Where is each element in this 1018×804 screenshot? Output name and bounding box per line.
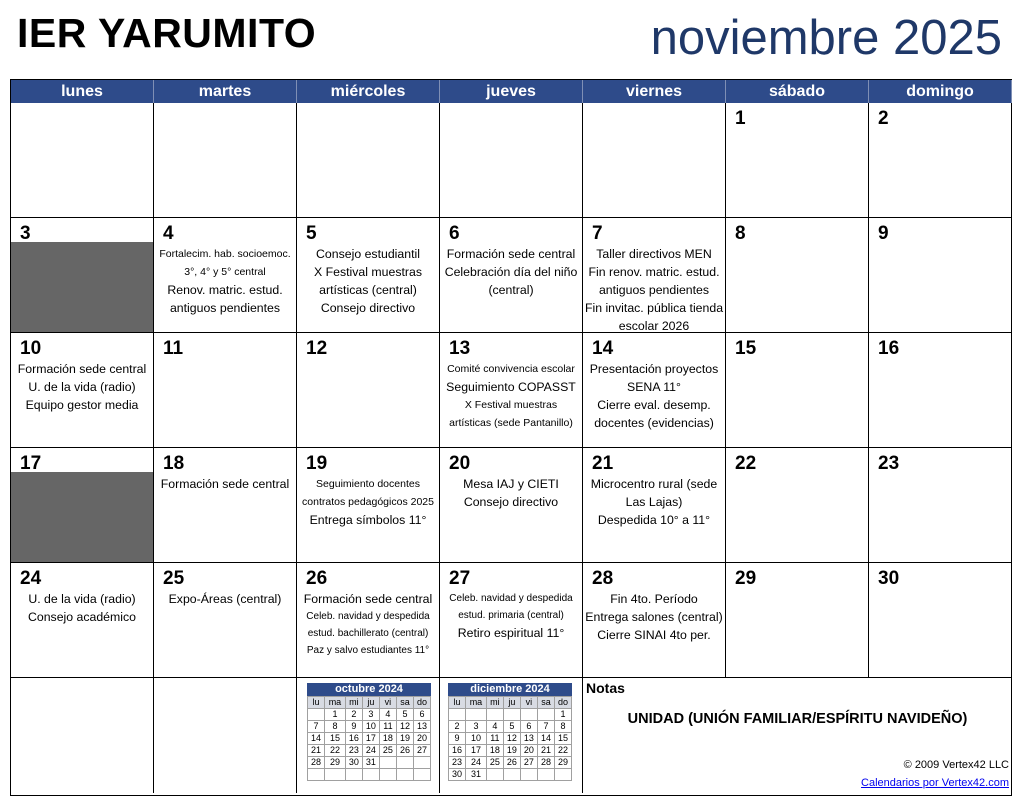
mini-day: 30 [449,769,466,781]
event-list [583,360,725,432]
mini-day [396,769,413,781]
mini-day: 26 [396,745,413,757]
mini-day [486,769,503,781]
day-number: 14 [592,338,614,359]
mini-day: 30 [345,757,362,769]
mini-weekday: lu [449,697,466,709]
event-line: Entrega símbolos 11° [309,513,427,527]
day-cell[interactable] [440,103,583,218]
mini-day: 18 [379,733,396,745]
event-line: Formación sede central [160,477,290,491]
month-title: noviembre 2025 [650,11,1002,65]
event-list [440,475,582,511]
day-cell[interactable] [726,103,869,218]
mini-day: 6 [520,721,537,733]
mini-day [554,769,571,781]
event-line: antiguos pendientes [598,283,710,297]
mini-weekday: mi [345,697,362,709]
notes-text: UNIDAD (UNIÓN FAMILIAR/ESPÍRITU NAVIDEÑO) [627,711,968,727]
mini-day: 21 [537,745,554,757]
mini-day [537,769,554,781]
mini-day: 10 [362,721,379,733]
day-cell[interactable] [154,333,297,448]
day-number: 8 [735,223,746,244]
mini-day [308,769,325,781]
day-cell[interactable] [869,218,1012,333]
mini-day: 2 [449,721,466,733]
mini-day: 16 [449,745,466,757]
mini-day: 8 [554,721,571,733]
mini-day: 14 [537,733,554,745]
event-line: Fortalecim. hab. socioemoc. [159,248,291,260]
day-number: 21 [592,453,614,474]
day-cell[interactable] [154,563,297,678]
day-number: 20 [449,453,471,474]
day-number: 19 [306,453,328,474]
mini-day [345,769,362,781]
day-cell[interactable] [583,333,726,448]
mini-day: 13 [413,721,430,733]
mini-day: 11 [486,733,503,745]
mini-day: 27 [413,745,430,757]
vertex42-link[interactable]: Calendarios por Vertex42.com [861,777,1009,789]
event-line: 3°, 4° y 5° central [184,266,266,278]
day-number: 7 [592,223,603,244]
mini-day: 13 [520,733,537,745]
mini-day [486,709,503,721]
mini-day: 2 [345,709,362,721]
day-number: 15 [735,338,757,359]
day-cell[interactable] [440,333,583,448]
event-line: escolar 2026 [618,319,690,333]
mini-day: 8 [325,721,346,733]
event-line: docentes (evidencias) [594,416,714,430]
day-cell[interactable] [583,448,726,563]
day-number: 5 [306,223,317,244]
mini-day [503,709,520,721]
day-cell[interactable] [440,218,583,333]
mini-day: 23 [449,757,466,769]
mini-day: 19 [503,745,520,757]
event-line: Presentación proyectos [589,362,719,376]
shaded-block [11,472,153,562]
weekday-header: miércoles [297,80,440,103]
mini-day: 14 [308,733,325,745]
event-line: Consejo académico [27,610,136,624]
event-line: artísticas (central) [319,283,417,297]
mini-day: 3 [466,721,487,733]
day-cell[interactable] [297,563,440,678]
mini-weekday: do [554,697,571,709]
mini-day: 29 [554,757,571,769]
day-cell[interactable] [297,103,440,218]
mini-day: 12 [503,733,520,745]
mini-day: 28 [308,757,325,769]
mini-calendar-cell [440,678,583,793]
mini-day: 17 [466,745,487,757]
event-line: Consejo estudiantil [316,247,420,261]
day-number: 27 [449,568,471,589]
mini-weekday: ma [325,697,346,709]
day-cell[interactable] [11,563,154,678]
mini-day: 11 [379,721,396,733]
mini-day: 27 [520,757,537,769]
event-line: SENA 11° [627,380,681,394]
mini-day: 4 [486,721,503,733]
day-number: 10 [20,338,42,359]
mini-day: 26 [503,757,520,769]
event-line: Formación sede central [446,247,576,261]
mini-weekday: vi [520,697,537,709]
event-line: Despedida 10° a 11° [597,513,711,527]
event-line: Celebración día del niño [444,265,578,279]
mini-day: 18 [486,745,503,757]
event-list [297,245,439,317]
mini-weekday: sa [537,697,554,709]
event-line: Consejo directivo [320,301,416,315]
empty-cell [11,678,154,793]
mini-calendar [307,683,431,781]
mini-weekday: sa [396,697,413,709]
day-cell[interactable] [869,333,1012,448]
mini-day: 7 [537,721,554,733]
event-list [11,590,153,626]
mini-calendar-title: octubre 2024 [307,683,431,696]
mini-day [520,769,537,781]
day-number: 24 [20,568,42,589]
event-list [11,360,153,414]
day-cell[interactable] [583,103,726,218]
mini-calendar-title: diciembre 2024 [448,683,572,696]
mini-day: 23 [345,745,362,757]
event-line: Retiro espiritual 11° [457,626,565,640]
day-cell[interactable] [11,448,154,563]
mini-day [449,709,466,721]
event-line: X Festival muestras [464,399,558,411]
mini-weekday: vi [379,697,396,709]
day-number: 11 [163,338,184,359]
event-list [583,245,725,333]
day-cell[interactable] [869,563,1012,678]
day-cell[interactable] [11,333,154,448]
notes-title: Notas [586,680,625,696]
event-line: Seguimiento COPASST [446,380,576,394]
mini-day [413,757,430,769]
event-line: Formación sede central [303,592,433,606]
day-cell[interactable] [726,448,869,563]
mini-day: 19 [396,733,413,745]
event-line: U. de la vida (radio) [28,592,136,606]
mini-day: 5 [503,721,520,733]
event-line: Renov. matric. estud. [167,283,283,297]
day-number: 17 [20,453,42,474]
day-cell[interactable] [154,448,297,563]
mini-day [379,769,396,781]
event-list [440,590,582,642]
event-line: estud. primaria (central) [458,610,564,621]
weekday-header: martes [154,80,297,103]
event-line: Cierre SINAI 4to per. [597,628,711,642]
day-cell[interactable] [583,218,726,333]
event-list [440,360,582,432]
day-number: 25 [163,568,185,589]
mini-day: 31 [466,769,487,781]
day-cell[interactable] [726,218,869,333]
mini-day: 9 [449,733,466,745]
event-line: artísticas (sede Pantanillo) [449,417,573,429]
day-number: 9 [878,223,889,244]
day-cell[interactable] [440,448,583,563]
day-number: 28 [592,568,614,589]
day-cell[interactable] [869,103,1012,218]
event-line: U. de la vida (radio) [28,380,136,394]
event-line: Fin invitac. pública tienda [584,301,724,315]
weekday-header: sábado [726,80,869,103]
day-number: 22 [735,453,757,474]
empty-cell [154,678,297,793]
event-line: Seguimiento docentes [316,478,420,490]
shaded-block [11,242,153,332]
day-cell[interactable] [154,218,297,333]
day-cell[interactable] [11,218,154,333]
event-list [297,475,439,529]
mini-calendar [448,683,572,781]
event-line: Cierre eval. desemp. [597,398,711,412]
mini-calendar-cell [297,678,440,793]
mini-day: 10 [466,733,487,745]
mini-day [362,769,379,781]
event-line: (central) [488,283,534,297]
mini-day [379,757,396,769]
mini-day: 21 [308,745,325,757]
mini-day: 1 [554,709,571,721]
mini-weekday: do [413,697,430,709]
mini-day: 7 [308,721,325,733]
event-list [154,475,296,493]
calendar-grid [10,79,1012,796]
day-number: 2 [878,108,889,129]
mini-day: 25 [379,745,396,757]
mini-weekday: ju [362,697,379,709]
mini-day: 29 [325,757,346,769]
organization-title: IER YARUMITO [17,10,317,56]
event-line: Fin 4to. Período [610,592,698,606]
mini-day: 5 [396,709,413,721]
event-list [154,245,296,317]
weekday-header: lunes [11,80,154,103]
mini-day [537,709,554,721]
day-number: 23 [878,453,900,474]
mini-day: 3 [362,709,379,721]
day-cell[interactable] [726,333,869,448]
event-line: Fin renov. matric. estud. [588,265,720,279]
mini-day [520,709,537,721]
day-cell[interactable] [583,563,726,678]
event-line: X Festival muestras [314,265,422,279]
day-cell[interactable] [726,563,869,678]
day-cell[interactable] [297,218,440,333]
mini-day: 17 [362,733,379,745]
mini-day [325,769,346,781]
mini-day [308,709,325,721]
mini-weekday: mi [486,697,503,709]
mini-day: 15 [554,733,571,745]
mini-day: 20 [413,733,430,745]
event-line: Equipo gestor media [25,398,139,412]
mini-day: 31 [362,757,379,769]
event-line: Las Lajas) [625,495,683,509]
event-list [583,590,725,644]
notes-area [583,678,1012,793]
day-number: 12 [306,338,328,359]
mini-day: 6 [413,709,430,721]
day-number: 18 [163,453,185,474]
mini-weekday: ju [503,697,520,709]
event-list [583,475,725,529]
day-number: 26 [306,568,328,589]
mini-weekday: ma [466,697,487,709]
day-cell[interactable] [154,103,297,218]
day-number: 16 [878,338,900,359]
event-line: Expo-Áreas (central) [168,592,282,606]
event-line: Celeb. navidad y despedida [306,611,430,622]
mini-day [413,769,430,781]
weekday-header: domingo [869,80,1012,103]
mini-day: 24 [362,745,379,757]
day-number: 29 [735,568,757,589]
mini-day [503,769,520,781]
mini-day: 9 [345,721,362,733]
event-line: Comité convivencia escolar [447,363,575,375]
day-cell[interactable] [297,333,440,448]
event-list [154,590,296,608]
copyright-text: © 2009 Vertex42 LLC [903,759,1009,771]
event-line: estud. bachillerato (central) [307,628,429,639]
weekday-header: jueves [440,80,583,103]
day-number: 13 [449,338,471,359]
day-cell[interactable] [297,448,440,563]
day-number: 6 [449,223,460,244]
event-line: Entrega salones (central) [585,610,723,624]
mini-day: 20 [520,745,537,757]
day-cell[interactable] [11,103,154,218]
event-list [440,245,582,299]
day-number: 1 [735,108,746,129]
mini-day [466,709,487,721]
event-line: Taller directivos MEN [596,247,712,261]
mini-weekday: lu [308,697,325,709]
mini-day: 24 [466,757,487,769]
event-line: Celeb. navidad y despedida [449,593,573,604]
mini-day: 28 [537,757,554,769]
mini-day: 22 [554,745,571,757]
event-line: Paz y salvo estudiantes 11° [306,645,430,656]
mini-day: 16 [345,733,362,745]
mini-day: 1 [325,709,346,721]
event-list [297,590,439,659]
weekday-header: viernes [583,80,726,103]
mini-day [396,757,413,769]
day-number: 30 [878,568,900,589]
event-line: Microcentro rural (sede [590,477,718,491]
event-line: antiguos pendientes [169,301,281,315]
mini-day: 22 [325,745,346,757]
mini-day: 4 [379,709,396,721]
mini-day: 12 [396,721,413,733]
event-line: contratos pedagógicos 2025 [302,496,434,508]
mini-day: 15 [325,733,346,745]
day-cell[interactable] [440,563,583,678]
event-line: Mesa IAJ y CIETI [463,477,559,491]
mini-day: 25 [486,757,503,769]
day-cell[interactable] [869,448,1012,563]
day-number: 3 [20,223,31,244]
day-number: 4 [163,223,174,244]
event-line: Consejo directivo [463,495,559,509]
event-line: Formación sede central [17,362,147,376]
